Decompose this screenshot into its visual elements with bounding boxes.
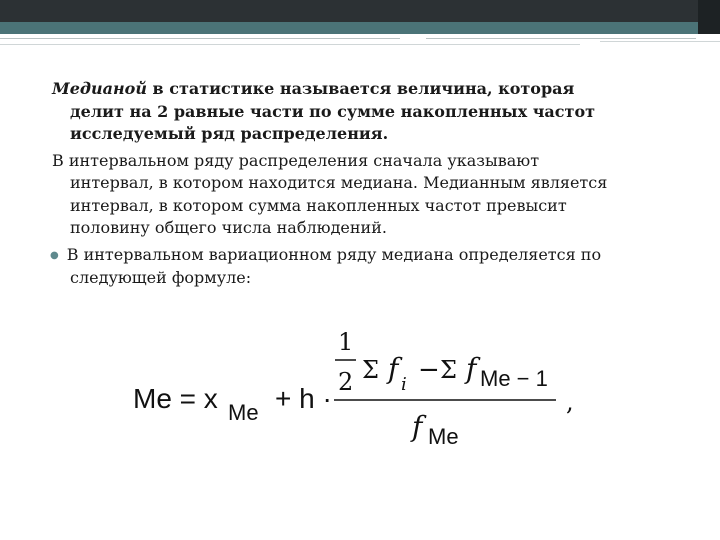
decor-rule bbox=[426, 38, 696, 39]
paragraph-text: следующей формуле: bbox=[70, 268, 252, 287]
f-i-symbol: f bbox=[388, 352, 399, 385]
paragraph-text: интервал, в котором сумма накопленных частот превысит bbox=[70, 195, 567, 215]
header-corner-block bbox=[698, 0, 720, 34]
denominator-f: f bbox=[412, 410, 423, 443]
slide-body bbox=[52, 78, 692, 294]
paragraph-text: интервал, в котором находится медиана. Медианным является bbox=[70, 173, 608, 192]
bullet-icon: ● bbox=[50, 249, 59, 261]
denominator-subscript: Me bbox=[428, 424, 459, 449]
paragraph-text: В интервальном ряду распределения сначала указывают bbox=[52, 150, 540, 170]
f-i-subscript: i bbox=[401, 374, 407, 395]
formula-intro-paragraph bbox=[52, 244, 692, 290]
formula-plus-h: + h · bbox=[275, 383, 332, 414]
term-median: Медианой bbox=[52, 79, 147, 98]
f-me-minus-1-symbol: f bbox=[466, 352, 477, 385]
f-me-minus-1-subscript: Me − 1 bbox=[480, 366, 548, 391]
formula-svg bbox=[0, 320, 720, 460]
header-dark-bar bbox=[0, 0, 720, 22]
formula-lhs: Me = x bbox=[133, 383, 218, 414]
sum-symbol: Σ bbox=[440, 356, 457, 384]
formula-x-subscript: Me bbox=[228, 400, 259, 425]
median-formula bbox=[0, 320, 720, 460]
definition-text: делит на 2 равные части по сумме накопленных частот bbox=[70, 101, 596, 121]
definition-text: исследуемый ряд распределения. bbox=[70, 124, 389, 143]
half-numerator: 1 bbox=[338, 328, 354, 356]
definition-text: в статистике называется величина, которая bbox=[146, 79, 575, 98]
decor-rule bbox=[0, 38, 400, 39]
half-denominator: 2 bbox=[338, 368, 354, 396]
header-teal-bar bbox=[0, 22, 720, 34]
paragraph-text: В интервальном вариационном ряду медиана определяется по bbox=[66, 244, 602, 264]
sum-symbol: Σ bbox=[362, 356, 379, 384]
paragraph-text: половину общего числа наблюдений. bbox=[70, 218, 387, 237]
minus-sign: − bbox=[418, 355, 440, 385]
definition-paragraph bbox=[52, 78, 692, 146]
interval-paragraph bbox=[52, 150, 692, 240]
decor-rule bbox=[600, 41, 720, 42]
decor-rule bbox=[0, 44, 580, 45]
formula-comma: , bbox=[566, 388, 574, 416]
